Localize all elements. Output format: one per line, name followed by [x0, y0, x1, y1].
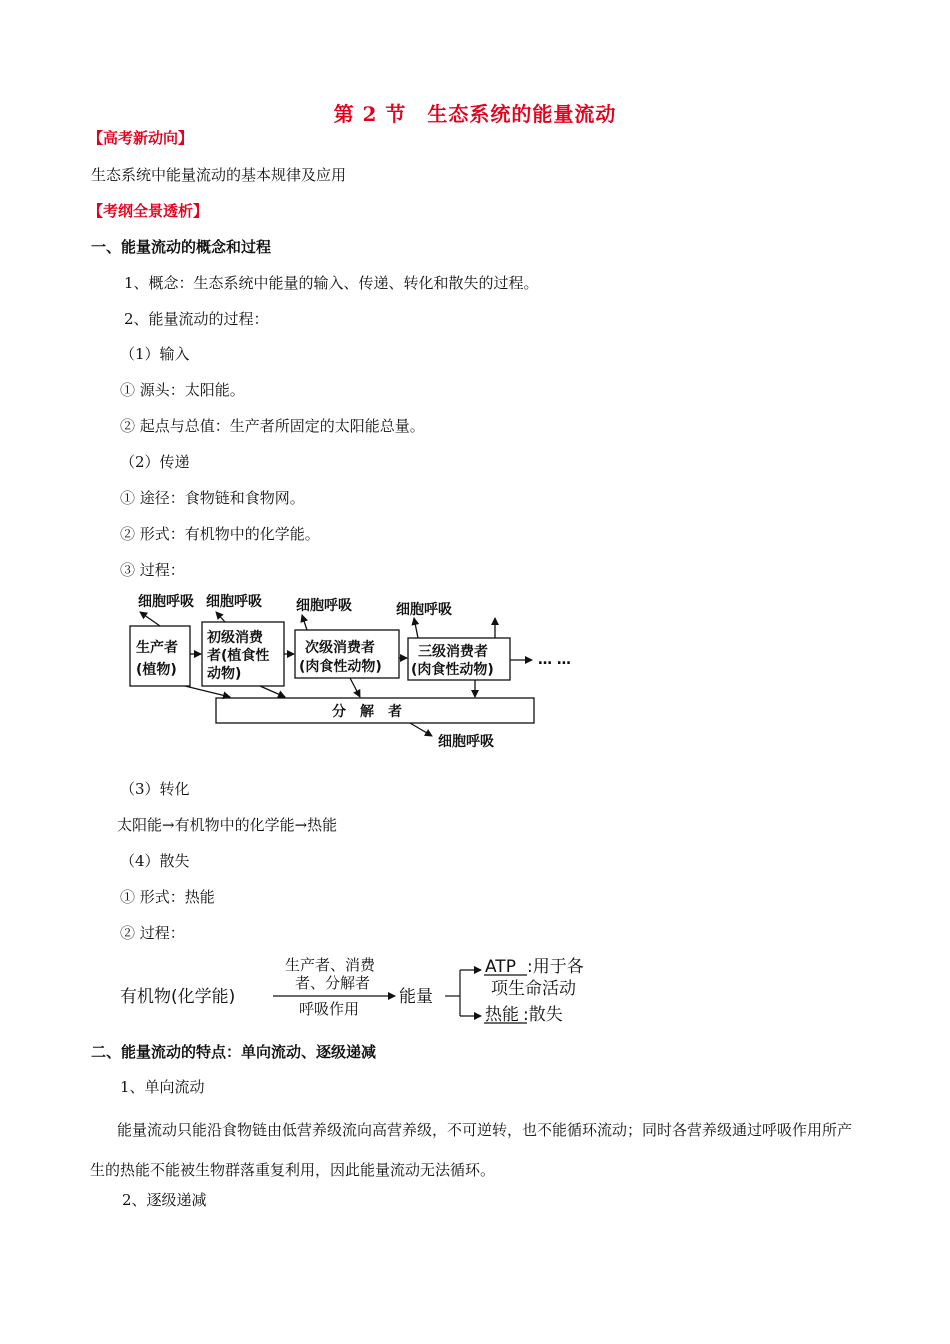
respiration-label: 细胞呼吸 [438, 734, 494, 750]
transfer-process: ③ 过程： [120, 561, 185, 579]
transfer-heading: （2）传递 [120, 453, 190, 471]
decomposer-label: 分 解 者 [332, 704, 402, 720]
flow-subject-label: 者、分解者 [295, 974, 371, 992]
dissipation-heading: （4）散失 [120, 852, 190, 870]
flow-subject-label: 生产者、消费 [285, 956, 376, 974]
input-start-total: ② 起点与总值：生产者所固定的太阳能总量。 [120, 417, 425, 435]
decrease-heading: 2、逐级递减 [122, 1191, 207, 1209]
one-way-text: 能量流动只能沿食物链由低营养级流向高营养级，不可逆转，也不能循环流动；同时各营养级通过呼吸作用所产生的热能不能被生物群落重复利用，因此能量流动无法循环。 [90, 1121, 853, 1179]
dissipation-form: ① 形式：热能 [120, 888, 215, 906]
heat-dissipated-label: :散失 [523, 1005, 563, 1025]
secondary-consumer-label: 次级消费者 [305, 640, 375, 656]
tertiary-consumer-label: 三级消费者 [418, 644, 488, 660]
concept-text: 1、概念：生态系统中能量的输入、传递、转化和散失的过程。 [124, 274, 539, 292]
organic-matter-label: 有机物(化学能) [120, 987, 236, 1007]
trend-text: 生态系统中能量流动的基本规律及应用 [91, 166, 347, 184]
respiration-label: 细胞呼吸 [206, 594, 262, 610]
primary-consumer-label: 初级消费 [207, 630, 263, 646]
conversion-text: 太阳能→有机物中的化学能→热能 [117, 816, 338, 834]
atp-label: ATP [485, 957, 516, 977]
transfer-path: ① 途径：食物链和食物网。 [120, 489, 305, 507]
one-way-heading: 1、单向流动 [120, 1078, 205, 1096]
producer-label: 生产者 [136, 640, 178, 656]
input-source: ① 源头：太阳能。 [120, 381, 245, 399]
tertiary-consumer-label: (肉食性动物) [411, 662, 494, 678]
primary-consumer-label: 动物) [207, 666, 242, 682]
conversion-heading: （3）转化 [120, 780, 190, 798]
energy-label: 能量 [399, 987, 433, 1007]
heading-characteristics: 二、能量流动的特点：单向流动、逐级递减 [91, 1043, 377, 1061]
transfer-form: ② 形式：有机物中的化学能。 [120, 525, 320, 543]
ellipsis-label: … … [538, 652, 571, 668]
respiration-label: 细胞呼吸 [396, 602, 452, 618]
energy-transfer-diagram [120, 588, 580, 754]
respiration-process-label: 呼吸作用 [299, 1000, 360, 1018]
atp-use-label: :用于各 [527, 957, 584, 977]
respiration-label: 细胞呼吸 [296, 598, 352, 614]
heat-label: 热能 [485, 1005, 519, 1025]
atp-use-label-line2: 项生命活动 [491, 979, 576, 999]
dissipation-process: ② 过程： [120, 924, 185, 942]
secondary-consumer-label: (肉食性动物) [299, 659, 382, 675]
respiration-label: 细胞呼吸 [138, 594, 194, 610]
primary-consumer-label: 者(植食性 [207, 648, 270, 664]
energy-dissipation-diagram [115, 950, 610, 1030]
producer-sub-label: (植物) [136, 662, 177, 678]
page-title: 第 2 节 生态系统的能量流动 [333, 102, 617, 126]
input-heading: （1）输入 [120, 345, 190, 363]
section-outline-heading: 【考纲全景透析】 [88, 202, 209, 220]
process-heading: 2、能量流动的过程： [124, 310, 269, 328]
section-trend-heading: 【高考新动向】 [88, 129, 194, 147]
heading-concept-process: 一、能量流动的概念和过程 [91, 238, 272, 256]
